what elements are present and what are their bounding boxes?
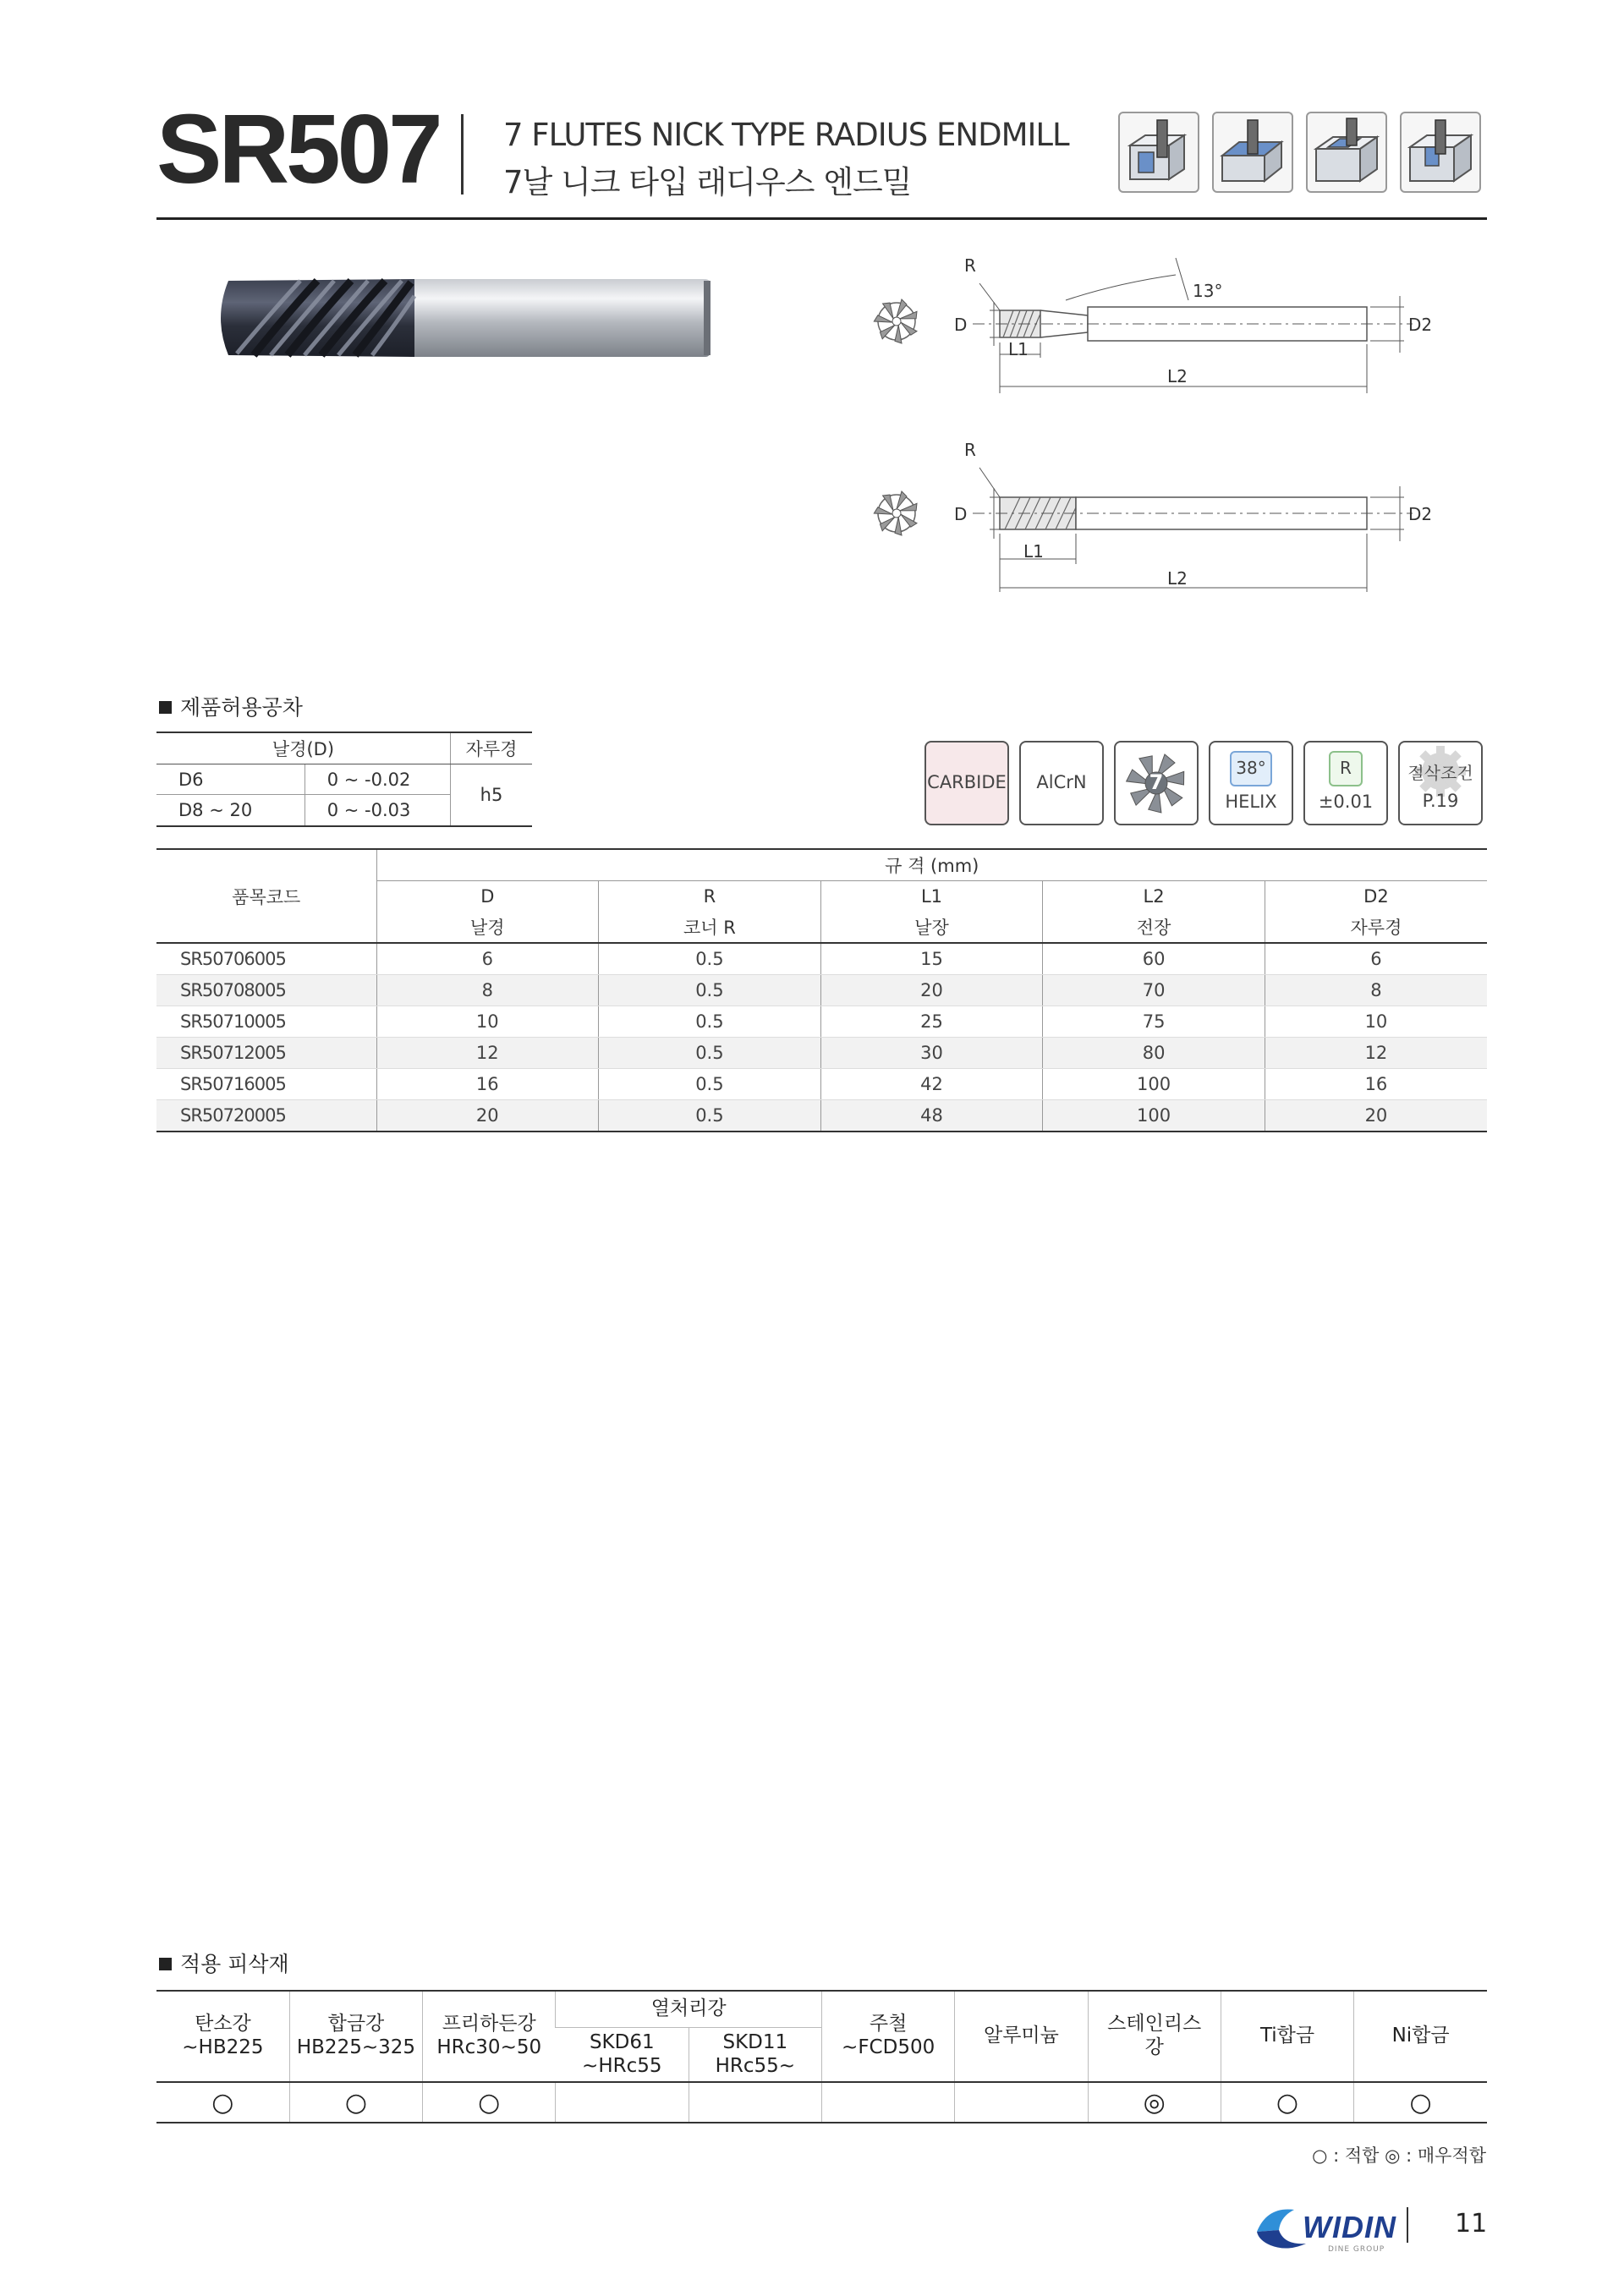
mat-skd11: SKD11 HRc55~ — [689, 2028, 821, 2082]
suitability-legend: ○ : 적합 ◎ : 매우적합 — [1312, 2145, 1486, 2166]
spec-col-r: R — [599, 881, 821, 912]
materials-heading: 적용 피삭재 — [159, 1948, 289, 1978]
dim-l1-bottom: L1 — [1023, 541, 1044, 562]
dim-r-bottom: R — [964, 440, 976, 460]
flutes-icon — [1114, 741, 1199, 825]
dim-d-top: D — [954, 315, 968, 335]
table-row: SR50710005 10 0.5 25 75 10 — [156, 1006, 1487, 1038]
title-divider — [461, 114, 464, 195]
spec-col-d-name: 날경 — [376, 912, 599, 943]
table-row: SR50706005 6 0.5 15 60 6 — [156, 943, 1487, 975]
dim-d-bottom: D — [954, 504, 968, 524]
tol-shank-value: h5 — [451, 764, 533, 827]
spec-col-l1: L1 — [820, 881, 1043, 912]
mark-skd11 — [689, 2082, 821, 2123]
table-row: SR50720005 20 0.5 48 100 20 — [156, 1100, 1487, 1132]
dim-r-top: R — [964, 255, 976, 276]
spec-col-l2: L2 — [1043, 881, 1265, 912]
page-number: 11 — [1455, 2209, 1488, 2238]
dim-d2-bottom: D2 — [1408, 504, 1433, 524]
table-row: SR50708005 8 0.5 20 70 8 — [156, 975, 1487, 1006]
spec-code-header: 품목코드 — [156, 849, 376, 943]
spec-col-l2-name: 전장 — [1043, 912, 1265, 943]
mat-stainless: 스테인리스 강 — [1088, 1991, 1221, 2082]
spec-col-d: D — [376, 881, 599, 912]
model-number: SR507 — [156, 94, 440, 204]
mark-skd61 — [556, 2082, 689, 2123]
flute-count: 7 — [1149, 770, 1164, 794]
table-row: SR50712005 12 0.5 30 80 12 — [156, 1038, 1487, 1069]
mat-prehardened-steel: 프리하든강 HRc30~50 — [423, 1991, 556, 2082]
technical-drawing — [863, 249, 1472, 647]
spec-col-l1-name: 날장 — [820, 912, 1043, 943]
dim-l1-top: L1 — [1008, 339, 1029, 359]
spec-col-d2: D2 — [1265, 881, 1487, 912]
mat-alloy-steel: 합금강 HB225~325 — [289, 1991, 422, 2082]
table-row: SR50716005 16 0.5 42 100 16 — [156, 1069, 1487, 1100]
mark-ni-alloy: ○ — [1354, 2082, 1487, 2123]
mat-ti-alloy: Ti합금 — [1221, 1991, 1353, 2082]
dim-l2-bottom: L2 — [1167, 568, 1188, 589]
mark-alloy-steel: ○ — [289, 2082, 422, 2123]
mat-ni-alloy: Ni합금 — [1354, 1991, 1487, 2082]
tol-col-diameter: 날경(D) — [156, 732, 451, 764]
tol-value: 0 ~ -0.02 — [304, 764, 450, 795]
materials-table — [156, 1990, 1487, 2123]
flute-rosette-top — [873, 299, 920, 346]
widin-logo-icon — [1250, 2201, 1309, 2252]
flute-rosette-bottom — [873, 491, 920, 538]
drawing-bottom — [973, 468, 1413, 592]
side-milling-icon — [1118, 112, 1199, 193]
footer-divider — [1407, 2207, 1408, 2243]
radius-tolerance-icon: R ±0.01 — [1303, 741, 1388, 825]
mat-skd61: SKD61 ~HRc55 — [556, 2028, 689, 2082]
mark-prehardened-steel: ○ — [423, 2082, 556, 2123]
helix-icon: 38° HELIX — [1209, 741, 1293, 825]
dim-l2-top: L2 — [1167, 366, 1188, 386]
spec-col-r-name: 코너 R — [599, 912, 821, 943]
widin-logo: WIDIN — [1303, 2210, 1396, 2244]
tol-size: D6 — [156, 764, 304, 795]
mat-cast-iron: 주철 ~FCD500 — [821, 1991, 954, 2082]
drawing-top — [973, 258, 1413, 393]
tolerance-heading: 제품허용공차 — [159, 691, 303, 721]
widin-logo-subtitle: DINE GROUP — [1328, 2245, 1385, 2254]
spec-col-d2-name: 자루경 — [1265, 912, 1487, 943]
profiling-icon — [1400, 112, 1481, 193]
mat-carbon-steel: 탄소강 ~HB225 — [156, 1991, 289, 2082]
dim-angle-top: 13° — [1193, 281, 1223, 301]
cutting-conditions-icon: 절삭조건 P.19 — [1398, 741, 1483, 825]
mark-aluminum — [955, 2082, 1088, 2123]
tol-col-shank: 자루경 — [451, 732, 533, 764]
header-rule — [156, 217, 1487, 220]
spec-group-header: 규 격 (mm) — [376, 849, 1487, 881]
spec-table — [156, 848, 1487, 1132]
dim-d2-top: D2 — [1408, 315, 1433, 335]
mat-heat-treated: 열처리강 — [556, 1991, 822, 2028]
mat-aluminum: 알루미늄 — [955, 1991, 1088, 2082]
slotting-icon — [1212, 112, 1293, 193]
tol-value: 0 ~ -0.03 — [304, 795, 450, 827]
carbide-icon: CARBIDE — [924, 741, 1009, 825]
product-title-en: 7 FLUTES NICK TYPE RADIUS ENDMILL — [503, 117, 1069, 153]
mark-carbon-steel: ○ — [156, 2082, 289, 2123]
coating-icon: AlCrN — [1019, 741, 1104, 825]
pocketing-icon — [1306, 112, 1387, 193]
tol-size: D8 ~ 20 — [156, 795, 304, 827]
mark-ti-alloy: ○ — [1221, 2082, 1353, 2123]
product-title-ko: 7날 니크 타입 래디우스 엔드밀 — [503, 164, 912, 200]
tolerance-table — [156, 732, 532, 827]
mark-cast-iron — [821, 2082, 954, 2123]
endmill-photo — [211, 271, 715, 368]
mark-stainless: ◎ — [1088, 2082, 1221, 2123]
